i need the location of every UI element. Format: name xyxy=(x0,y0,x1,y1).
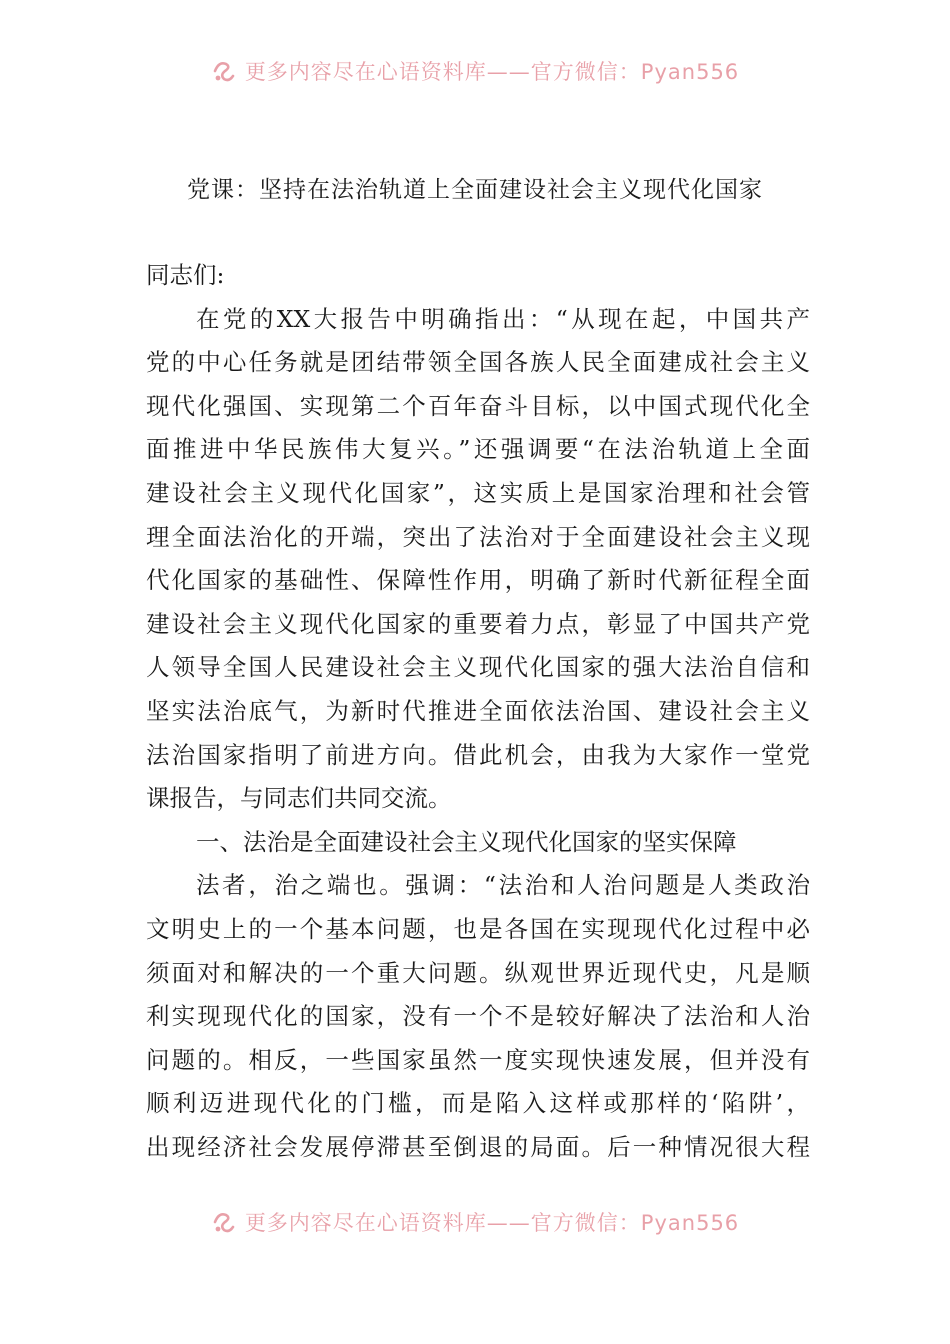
watermark-text: 更多内容尽在心语资料库——官方微信：Pyan556 xyxy=(244,60,740,84)
text-line: 理全面法治化的开端，突出了法治对于全面建设社会主义现 xyxy=(146,522,810,551)
text-line: 现代化强国、实现第二个百年奋斗目标，以中国式现代化全 xyxy=(146,391,810,420)
watermark-logo-icon xyxy=(211,58,237,84)
text-line: 人领导全国人民建设社会主义现代化国家的强大法治自信和 xyxy=(146,653,810,682)
text-line: 代化国家的基础性、保障性作用，明确了新时代新征程全面 xyxy=(146,566,810,595)
text-line: 在党的XX大报告中明确指出：“从现在起，中国共产 xyxy=(196,304,810,333)
watermark-footer xyxy=(0,1205,950,1239)
text-line: 课报告，与同志们共同交流。 xyxy=(146,784,452,813)
text-line: 顺利迈进现代化的门槛，而是陷入这样或那样的‘陷阱’， xyxy=(146,1089,810,1118)
watermark-text: 更多内容尽在心语资料库——官方微信：Pyan556 xyxy=(244,1211,740,1235)
text-line: 法治国家指明了前进方向。借此机会，由我为大家作一堂党 xyxy=(146,740,810,769)
text-line: 文明史上的一个基本问题，也是各国在实现现代化过程中必 xyxy=(146,914,810,943)
watermark-logo-icon xyxy=(211,1209,237,1235)
text-line: 须面对和解决的一个重大问题。纵观世界近现代史，凡是顺 xyxy=(146,958,810,987)
text-line: 利实现现代化的国家，没有一个不是较好解决了法治和人治 xyxy=(146,1002,810,1031)
text-line: 法者，治之端也。强调：“法治和人治问题是人类政治 xyxy=(196,871,810,900)
text-line: 同志们: xyxy=(146,261,225,289)
text-line: 坚实法治底气，为新时代推进全面依法治国、建设社会主义 xyxy=(146,696,810,725)
text-line: 建设社会主义现代化国家的重要着力点，彰显了中国共产党 xyxy=(146,609,810,638)
text-line: 面推进中华民族伟大复兴。”还强调要“在法治轨道上全面 xyxy=(146,435,810,464)
text-line: 党的中心任务就是团结带领全国各族人民全面建成社会主义 xyxy=(146,348,810,377)
text-line: 一、法治是全面建设社会主义现代化国家的坚实保障 xyxy=(196,827,737,856)
text-line: 问题的。相反，一些国家虽然一度实现快速发展，但并没有 xyxy=(146,1045,810,1074)
text-line: 建设社会主义现代化国家”，这实质上是国家治理和社会管 xyxy=(146,478,810,507)
watermark-header xyxy=(0,54,950,88)
document-title: 党课：坚持在法治轨道上全面建设社会主义现代化国家 xyxy=(187,177,763,203)
text-line: 出现经济社会发展停滞甚至倒退的局面。后一种情况很大程 xyxy=(146,1132,810,1161)
document-body xyxy=(146,254,810,1169)
